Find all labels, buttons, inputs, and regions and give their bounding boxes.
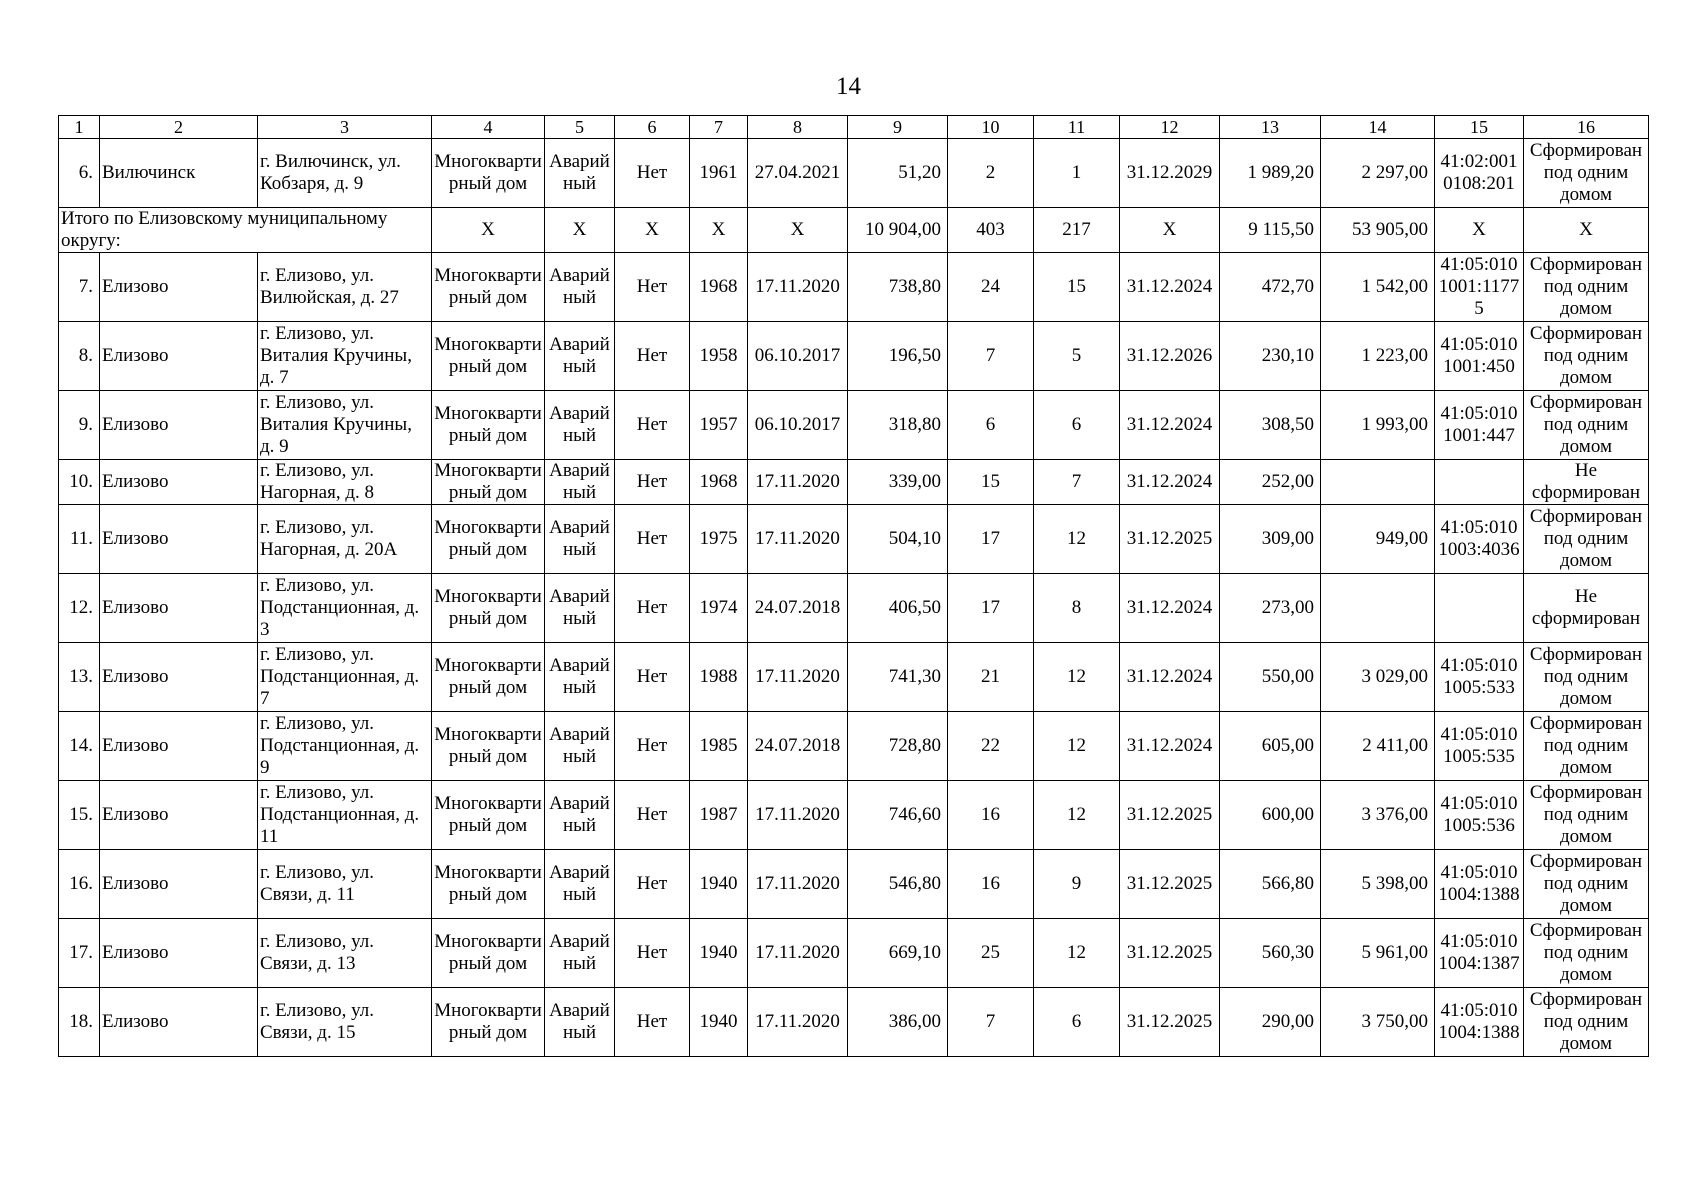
column-header: 3 — [258, 116, 432, 139]
year-built-cell: 1974 — [690, 574, 748, 643]
column-header: 12 — [1120, 116, 1220, 139]
address-cell: г. Елизово, ул. Связи, д. 13 — [258, 919, 432, 988]
municipality-cell: Елизово — [100, 919, 258, 988]
condition-cell: Аварийный — [545, 988, 615, 1057]
municipality-cell: Вилючинск — [100, 139, 258, 208]
address-cell: г. Елизово, ул. Нагорная, д. 8 — [258, 460, 432, 505]
area-cell: 196,50 — [848, 322, 948, 391]
deadline-cell: 31.12.2025 — [1120, 919, 1220, 988]
municipality-cell: Елизово — [100, 643, 258, 712]
land-status-cell: Сформирован под одним домом — [1524, 643, 1649, 712]
land-status-cell: Не сформирован — [1524, 574, 1649, 643]
column-header: 13 — [1220, 116, 1321, 139]
cell: Нет — [615, 391, 690, 460]
area-cell: 741,30 — [848, 643, 948, 712]
cadastral-number-cell: 41:05:0101001:447 — [1435, 391, 1524, 460]
table-row — [59, 505, 1649, 574]
row-number-cell: 15. — [59, 781, 100, 850]
municipality-cell: Елизово — [100, 781, 258, 850]
deadline-cell: 31.12.2024 — [1120, 391, 1220, 460]
year-built-cell: 1968 — [690, 460, 748, 505]
recognition-date-cell: 24.07.2018 — [748, 712, 848, 781]
area-cell: 746,60 — [848, 781, 948, 850]
cell: 5 398,00 — [1321, 850, 1435, 919]
housing-registry-table — [58, 115, 1649, 1057]
area-cell: 728,80 — [848, 712, 948, 781]
land-status-cell: Сформирован под одним домом — [1524, 781, 1649, 850]
column-header: 4 — [432, 116, 545, 139]
column-header: 10 — [948, 116, 1034, 139]
deadline-cell: 31.12.2024 — [1120, 253, 1220, 322]
subtotal-cell: 403 — [948, 208, 1034, 253]
cell: 9 — [1034, 850, 1120, 919]
subtotal-cell: 10 904,00 — [848, 208, 948, 253]
deadline-cell: 31.12.2025 — [1120, 988, 1220, 1057]
municipality-cell: Елизово — [100, 322, 258, 391]
cell: 15 — [948, 460, 1034, 505]
area-cell: 669,10 — [848, 919, 948, 988]
land-status-cell: Сформирован под одним домом — [1524, 253, 1649, 322]
address-cell: г. Елизово, ул. Нагорная, д. 20А — [258, 505, 432, 574]
building-type-cell: Многоквартирный дом — [432, 505, 545, 574]
row-number-cell: 17. — [59, 919, 100, 988]
cell: 12 — [1034, 505, 1120, 574]
column-header: 1 — [59, 116, 100, 139]
subtotal-cell: Х — [615, 208, 690, 253]
cell: 472,70 — [1220, 253, 1321, 322]
deadline-cell: 31.12.2024 — [1120, 574, 1220, 643]
deadline-cell: 31.12.2024 — [1120, 712, 1220, 781]
cell: 12 — [1034, 781, 1120, 850]
subtotal-cell: Х — [748, 208, 848, 253]
cadastral-number-cell: 41:05:0101003:4036 — [1435, 505, 1524, 574]
cell — [1321, 574, 1435, 643]
land-status-cell: Не сформирован — [1524, 460, 1649, 505]
condition-cell: Аварийный — [545, 139, 615, 208]
subtotal-cell: Х — [1120, 208, 1220, 253]
address-cell: г. Елизово, ул. Виталия Кручины, д. 7 — [258, 322, 432, 391]
cell: 600,00 — [1220, 781, 1321, 850]
address-cell: г. Вилючинск, ул. Кобзаря, д. 9 — [258, 139, 432, 208]
cell: 12 — [1034, 919, 1120, 988]
subtotal-cell: Х — [690, 208, 748, 253]
cell: 550,00 — [1220, 643, 1321, 712]
cell: 2 411,00 — [1321, 712, 1435, 781]
cell: 22 — [948, 712, 1034, 781]
row-number-cell: 12. — [59, 574, 100, 643]
municipality-cell: Елизово — [100, 574, 258, 643]
subtotal-label: Итого по Елизовскому муниципальному округу: — [59, 208, 432, 253]
cell: Нет — [615, 574, 690, 643]
condition-cell: Аварийный — [545, 712, 615, 781]
cell: Нет — [615, 139, 690, 208]
deadline-cell: 31.12.2029 — [1120, 139, 1220, 208]
cell: 290,00 — [1220, 988, 1321, 1057]
area-cell: 339,00 — [848, 460, 948, 505]
recognition-date-cell: 24.07.2018 — [748, 574, 848, 643]
address-cell: г. Елизово, ул. Вилюйская, д. 27 — [258, 253, 432, 322]
table-row — [59, 253, 1649, 322]
column-header: 11 — [1034, 116, 1120, 139]
cell: Нет — [615, 505, 690, 574]
cell: 5 — [1034, 322, 1120, 391]
cell: Нет — [615, 460, 690, 505]
cell: 3 029,00 — [1321, 643, 1435, 712]
year-built-cell: 1968 — [690, 253, 748, 322]
cell: 7 — [948, 322, 1034, 391]
recognition-date-cell: 17.11.2020 — [748, 988, 848, 1057]
recognition-date-cell: 06.10.2017 — [748, 391, 848, 460]
table-row — [59, 781, 1649, 850]
cell: 308,50 — [1220, 391, 1321, 460]
municipality-cell: Елизово — [100, 712, 258, 781]
table-row — [59, 574, 1649, 643]
year-built-cell: 1940 — [690, 850, 748, 919]
cell: 949,00 — [1321, 505, 1435, 574]
cadastral-number-cell — [1435, 460, 1524, 505]
row-number-cell: 18. — [59, 988, 100, 1057]
municipality-cell: Елизово — [100, 505, 258, 574]
address-cell: г. Елизово, ул. Подстанционная, д. 3 — [258, 574, 432, 643]
address-cell: г. Елизово, ул. Связи, д. 15 — [258, 988, 432, 1057]
cell: 15 — [1034, 253, 1120, 322]
recognition-date-cell: 17.11.2020 — [748, 253, 848, 322]
row-number-cell: 9. — [59, 391, 100, 460]
cell: 16 — [948, 781, 1034, 850]
building-type-cell: Многоквартирный дом — [432, 850, 545, 919]
column-header: 2 — [100, 116, 258, 139]
cell: Нет — [615, 781, 690, 850]
cadastral-number-cell: 41:05:0101004:1388 — [1435, 988, 1524, 1057]
cell: 17 — [948, 574, 1034, 643]
row-number-cell: 8. — [59, 322, 100, 391]
cadastral-number-cell: 41:05:0101005:535 — [1435, 712, 1524, 781]
cell: 8 — [1034, 574, 1120, 643]
area-cell: 546,80 — [848, 850, 948, 919]
deadline-cell: 31.12.2025 — [1120, 850, 1220, 919]
subtotal-cell: 53 905,00 — [1321, 208, 1435, 253]
subtotal-cell: Х — [545, 208, 615, 253]
building-type-cell: Многоквартирный дом — [432, 460, 545, 505]
cell: 16 — [948, 850, 1034, 919]
cell: 566,80 — [1220, 850, 1321, 919]
subtotal-cell: Х — [432, 208, 545, 253]
condition-cell: Аварийный — [545, 253, 615, 322]
cell: 273,00 — [1220, 574, 1321, 643]
table-row — [59, 919, 1649, 988]
municipality-cell: Елизово — [100, 850, 258, 919]
recognition-date-cell: 17.11.2020 — [748, 505, 848, 574]
table-row — [59, 391, 1649, 460]
land-status-cell: Сформирован под одним домом — [1524, 919, 1649, 988]
address-cell: г. Елизово, ул. Подстанционная, д. 7 — [258, 643, 432, 712]
recognition-date-cell: 17.11.2020 — [748, 460, 848, 505]
cell: 2 297,00 — [1321, 139, 1435, 208]
year-built-cell: 1940 — [690, 919, 748, 988]
address-cell: г. Елизово, ул. Подстанционная, д. 11 — [258, 781, 432, 850]
year-built-cell: 1985 — [690, 712, 748, 781]
cell: 1 223,00 — [1321, 322, 1435, 391]
cell: 3 750,00 — [1321, 988, 1435, 1057]
municipality-cell: Елизово — [100, 460, 258, 505]
table-row — [59, 460, 1649, 505]
row-number-cell: 7. — [59, 253, 100, 322]
column-header: 14 — [1321, 116, 1435, 139]
row-number-cell: 10. — [59, 460, 100, 505]
year-built-cell: 1961 — [690, 139, 748, 208]
building-type-cell: Многоквартирный дом — [432, 574, 545, 643]
land-status-cell: Сформирован под одним домом — [1524, 391, 1649, 460]
cadastral-number-cell: 41:05:0101001:11775 — [1435, 253, 1524, 322]
deadline-cell: 31.12.2025 — [1120, 781, 1220, 850]
cell: 12 — [1034, 712, 1120, 781]
land-status-cell: Сформирован под одним домом — [1524, 988, 1649, 1057]
column-header: 9 — [848, 116, 948, 139]
address-cell: г. Елизово, ул. Виталия Кручины, д. 9 — [258, 391, 432, 460]
cell: 252,00 — [1220, 460, 1321, 505]
cadastral-number-cell: 41:05:0101004:1387 — [1435, 919, 1524, 988]
table-row — [59, 322, 1649, 391]
cell: 6 — [1034, 391, 1120, 460]
table-row — [59, 988, 1649, 1057]
table-row — [59, 850, 1649, 919]
column-header: 7 — [690, 116, 748, 139]
condition-cell: Аварийный — [545, 919, 615, 988]
condition-cell: Аварийный — [545, 391, 615, 460]
building-type-cell: Многоквартирный дом — [432, 139, 545, 208]
subtotal-cell: Х — [1435, 208, 1524, 253]
land-status-cell: Сформирован под одним домом — [1524, 712, 1649, 781]
cell — [1321, 460, 1435, 505]
building-type-cell: Многоквартирный дом — [432, 322, 545, 391]
subtotal-row — [59, 208, 1649, 253]
row-number-cell: 6. — [59, 139, 100, 208]
building-type-cell: Многоквартирный дом — [432, 643, 545, 712]
row-number-cell: 14. — [59, 712, 100, 781]
table-row — [59, 712, 1649, 781]
condition-cell: Аварийный — [545, 322, 615, 391]
condition-cell: Аварийный — [545, 850, 615, 919]
cadastral-number-cell: 41:05:0101004:1388 — [1435, 850, 1524, 919]
column-header: 6 — [615, 116, 690, 139]
cell: Нет — [615, 919, 690, 988]
cell: 1 993,00 — [1321, 391, 1435, 460]
cell: Нет — [615, 988, 690, 1057]
cell: 1 989,20 — [1220, 139, 1321, 208]
address-cell: г. Елизово, ул. Подстанционная, д. 9 — [258, 712, 432, 781]
year-built-cell: 1988 — [690, 643, 748, 712]
municipality-cell: Елизово — [100, 253, 258, 322]
cadastral-number-cell: 41:05:0101001:450 — [1435, 322, 1524, 391]
year-built-cell: 1975 — [690, 505, 748, 574]
row-number-cell: 13. — [59, 643, 100, 712]
area-cell: 406,50 — [848, 574, 948, 643]
cell: 309,00 — [1220, 505, 1321, 574]
building-type-cell: Многоквартирный дом — [432, 391, 545, 460]
cell: 12 — [1034, 643, 1120, 712]
year-built-cell: 1940 — [690, 988, 748, 1057]
building-type-cell: Многоквартирный дом — [432, 253, 545, 322]
cell: Нет — [615, 322, 690, 391]
deadline-cell: 31.12.2024 — [1120, 643, 1220, 712]
recognition-date-cell: 17.11.2020 — [748, 919, 848, 988]
year-built-cell: 1987 — [690, 781, 748, 850]
condition-cell: Аварийный — [545, 574, 615, 643]
table-body — [59, 116, 1649, 1057]
building-type-cell: Многоквартирный дом — [432, 988, 545, 1057]
cadastral-number-cell: 41:02:0010108:201 — [1435, 139, 1524, 208]
year-built-cell: 1957 — [690, 391, 748, 460]
area-cell: 386,00 — [848, 988, 948, 1057]
cell: 605,00 — [1220, 712, 1321, 781]
area-cell: 504,10 — [848, 505, 948, 574]
cadastral-number-cell — [1435, 574, 1524, 643]
cell: Нет — [615, 712, 690, 781]
recognition-date-cell: 17.11.2020 — [748, 781, 848, 850]
year-built-cell: 1958 — [690, 322, 748, 391]
column-header: 8 — [748, 116, 848, 139]
recognition-date-cell: 27.04.2021 — [748, 139, 848, 208]
building-type-cell: Многоквартирный дом — [432, 781, 545, 850]
building-type-cell: Многоквартирный дом — [432, 712, 545, 781]
recognition-date-cell: 06.10.2017 — [748, 322, 848, 391]
table-row — [59, 139, 1649, 208]
cell: 25 — [948, 919, 1034, 988]
cell: 230,10 — [1220, 322, 1321, 391]
land-status-cell: Сформирован под одним домом — [1524, 322, 1649, 391]
column-header: 16 — [1524, 116, 1649, 139]
table-row — [59, 643, 1649, 712]
land-status-cell: Сформирован под одним домом — [1524, 505, 1649, 574]
page-number: 14 — [836, 73, 861, 100]
municipality-cell: Елизово — [100, 988, 258, 1057]
recognition-date-cell: 17.11.2020 — [748, 850, 848, 919]
subtotal-cell: Х — [1524, 208, 1649, 253]
column-header: 5 — [545, 116, 615, 139]
deadline-cell: 31.12.2024 — [1120, 460, 1220, 505]
cell: 17 — [948, 505, 1034, 574]
cadastral-number-cell: 41:05:0101005:533 — [1435, 643, 1524, 712]
cadastral-number-cell: 41:05:0101005:536 — [1435, 781, 1524, 850]
cell: 1 542,00 — [1321, 253, 1435, 322]
condition-cell: Аварийный — [545, 460, 615, 505]
area-cell: 738,80 — [848, 253, 948, 322]
cell: 560,30 — [1220, 919, 1321, 988]
land-status-cell: Сформирован под одним домом — [1524, 139, 1649, 208]
cell: Нет — [615, 253, 690, 322]
column-header: 15 — [1435, 116, 1524, 139]
cell: 6 — [1034, 988, 1120, 1057]
condition-cell: Аварийный — [545, 643, 615, 712]
deadline-cell: 31.12.2025 — [1120, 505, 1220, 574]
area-cell: 51,20 — [848, 139, 948, 208]
cell: 1 — [1034, 139, 1120, 208]
cell: 7 — [948, 988, 1034, 1057]
cell: 7 — [1034, 460, 1120, 505]
cell: 24 — [948, 253, 1034, 322]
cell: Нет — [615, 643, 690, 712]
cell: 2 — [948, 139, 1034, 208]
subtotal-cell: 217 — [1034, 208, 1120, 253]
cell: 3 376,00 — [1321, 781, 1435, 850]
cell: 5 961,00 — [1321, 919, 1435, 988]
condition-cell: Аварийный — [545, 781, 615, 850]
deadline-cell: 31.12.2026 — [1120, 322, 1220, 391]
cell: 6 — [948, 391, 1034, 460]
row-number-cell: 11. — [59, 505, 100, 574]
subtotal-cell: 9 115,50 — [1220, 208, 1321, 253]
column-number-header-row — [59, 116, 1649, 139]
building-type-cell: Многоквартирный дом — [432, 919, 545, 988]
land-status-cell: Сформирован под одним домом — [1524, 850, 1649, 919]
condition-cell: Аварийный — [545, 505, 615, 574]
cell: Нет — [615, 850, 690, 919]
address-cell: г. Елизово, ул. Связи, д. 11 — [258, 850, 432, 919]
recognition-date-cell: 17.11.2020 — [748, 643, 848, 712]
cell: 21 — [948, 643, 1034, 712]
area-cell: 318,80 — [848, 391, 948, 460]
row-number-cell: 16. — [59, 850, 100, 919]
municipality-cell: Елизово — [100, 391, 258, 460]
